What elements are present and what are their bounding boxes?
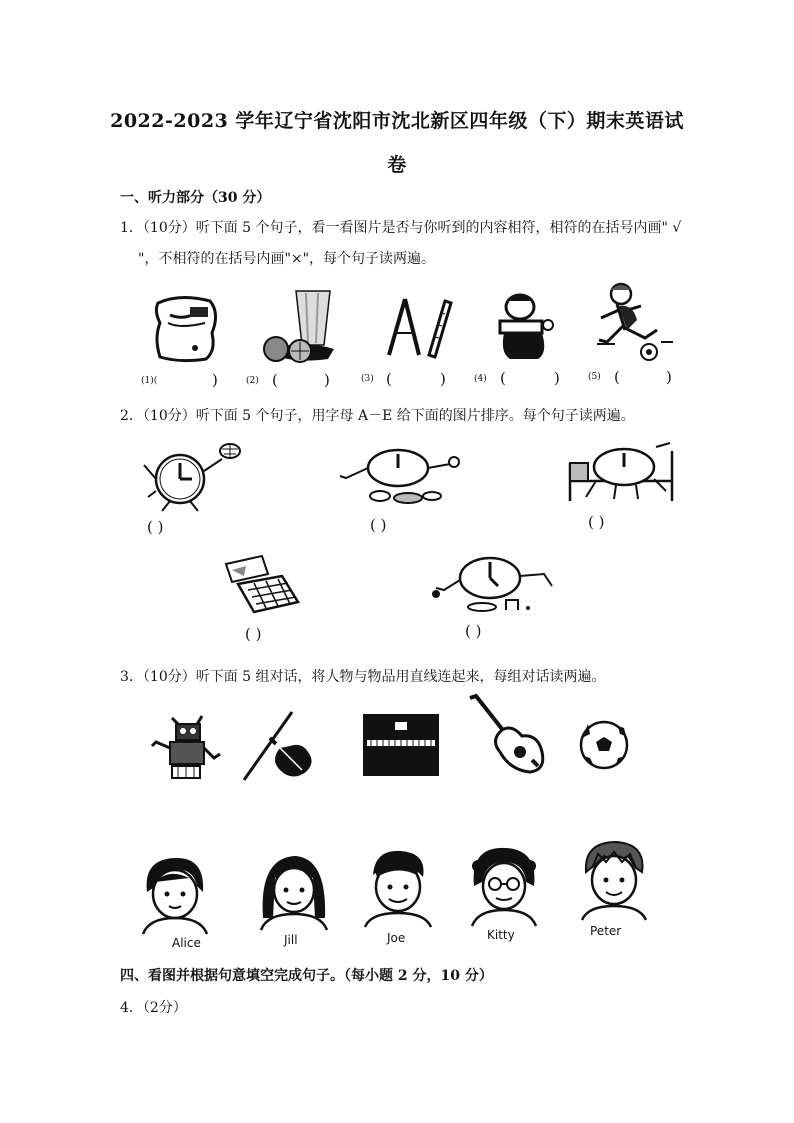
order-paren-1[interactable]: ( ) <box>147 518 164 536</box>
pillow-picture <box>150 293 225 363</box>
answer-5-open[interactable]: ( <box>614 368 620 386</box>
answer-3-close[interactable]: ) <box>440 370 446 388</box>
picture-5-label: (5) <box>588 372 601 382</box>
order-paren-2[interactable]: ( ) <box>370 516 387 534</box>
glass-and-lemon-picture <box>258 287 338 365</box>
answer-2-close[interactable]: ) <box>324 371 330 389</box>
question-3-text: 3．（10分）听下面 5 组对话，将人物与物品用直线连起来，每组对话读两遍。 <box>120 669 606 685</box>
question-1-line2: "，不相符的在括号内画"×"，每个句子读两遍。 <box>138 251 436 267</box>
question-1-line1: 1．（10分）听下面 5 个句子，看一看图片是否与你听到的内容相符，相符的在括号内画" √ <box>120 220 682 236</box>
clock-playing-ball-picture <box>138 441 243 511</box>
answer-2-open[interactable]: ( <box>272 371 278 389</box>
answer-5-close[interactable]: ) <box>666 368 672 386</box>
picture-1-label: (1)( <box>141 376 158 386</box>
joe-portrait <box>361 845 435 927</box>
answer-4-open[interactable]: ( <box>500 369 506 387</box>
clock-in-bed-picture <box>566 441 676 506</box>
section-heading-fill-in: 四、看图并根据句意填空完成句子。（每小题 2 分，10 分） <box>120 968 493 984</box>
picture-2-label: (2) <box>246 376 259 386</box>
order-paren-5[interactable]: ( ) <box>465 622 482 640</box>
boy-eating-picture <box>490 293 560 363</box>
kitty-portrait <box>466 842 542 926</box>
order-paren-3[interactable]: ( ) <box>588 513 605 531</box>
peter-portrait <box>576 838 652 920</box>
person-name-kitty: Kitty <box>487 928 515 942</box>
person-name-joe: Joe <box>387 931 406 945</box>
question-4-text: 4．（2分） <box>120 1000 187 1016</box>
picture-3-label: (3) <box>361 374 374 384</box>
section-heading-listening: 一、听力部分（30 分） <box>120 190 271 206</box>
person-name-peter: Peter <box>590 924 622 938</box>
answer-4-close[interactable]: ) <box>554 369 560 387</box>
person-name-jill: Jill <box>284 933 298 947</box>
jill-portrait <box>257 848 331 930</box>
alice-portrait <box>139 852 211 934</box>
clock-dinner-picture <box>428 552 563 617</box>
question-2-text: 2．（10分）听下面 5 个句子，用字母 A－E 给下面的图片排序。每个句子读两遍。 <box>120 408 635 424</box>
picture-4-label: (4) <box>474 374 487 384</box>
person-name-alice: Alice <box>172 936 201 950</box>
violin-picture <box>240 708 322 784</box>
page-title-line2: 卷 <box>387 154 407 176</box>
piano-picture <box>361 712 441 778</box>
page-title-line1: 2022-2023 学年辽宁省沈阳市沈北新区四年级（下）期末英语试 <box>110 110 684 132</box>
football-picture <box>578 720 630 770</box>
answer-1-close[interactable]: ) <box>212 371 218 389</box>
robot-picture <box>150 712 222 782</box>
order-paren-4[interactable]: ( ) <box>245 625 262 643</box>
clock-with-computer-picture <box>218 552 303 617</box>
boy-kicking-ball-picture <box>597 280 677 370</box>
clock-eating-breakfast-picture <box>336 446 466 504</box>
guitar-picture <box>466 694 548 778</box>
compass-ruler-picture <box>385 297 455 359</box>
answer-3-open[interactable]: ( <box>386 370 392 388</box>
